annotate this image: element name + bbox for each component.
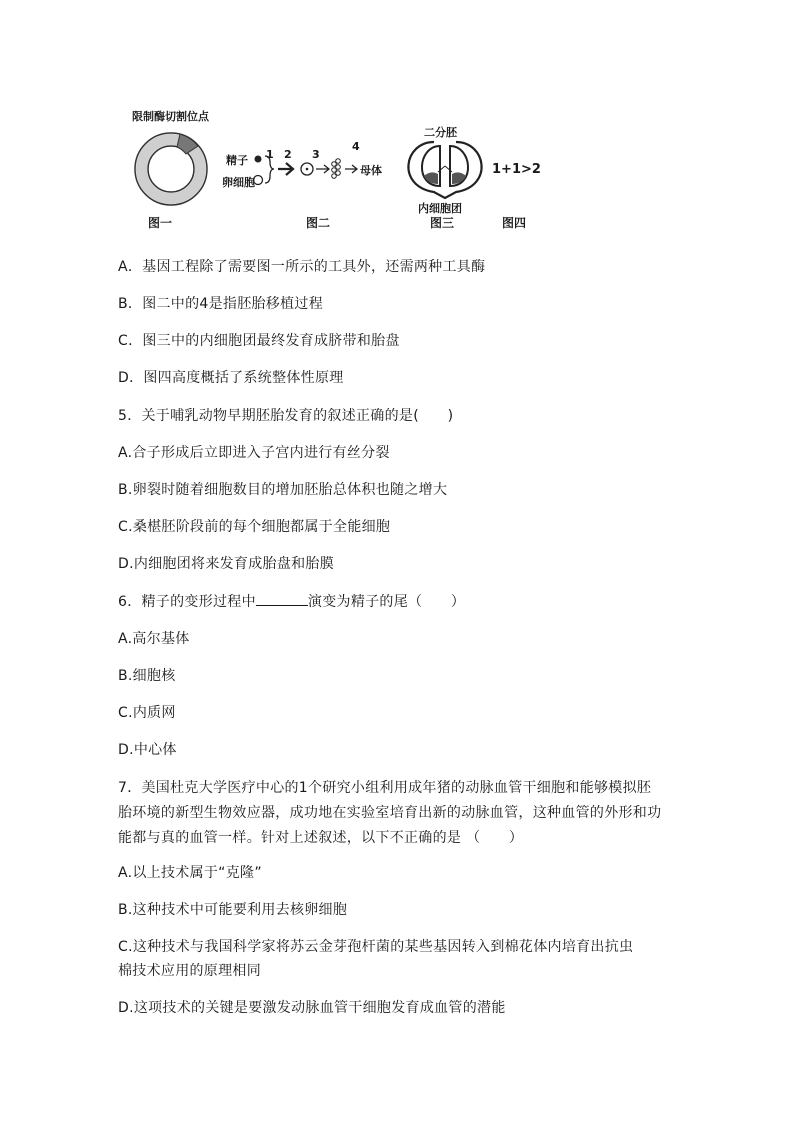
fig2-step-3: 3 [312, 148, 320, 161]
fig3-bottom-label: 内细胞团 [418, 202, 462, 215]
q5-option-c: C.桑椹胚阶段前的每个细胞都属于全能细胞 [118, 519, 391, 535]
answer-blank [256, 591, 308, 606]
q4-option-a: A．基因工程除了需要图一所示的工具外，还需两种工具酶 [118, 259, 486, 275]
fig2-sperm-label: 精子 [226, 154, 248, 167]
q7-option-b: B.这种技术中可能要利用去核卵细胞 [118, 902, 348, 918]
q6-stem-before: 6．精子的变形过程中 [118, 594, 256, 610]
q6-stem-after: 演变为精子的尾（ ） [307, 594, 466, 610]
q4-option-c: C．图三中的内细胞团最终发育成脐带和胎盘 [118, 333, 400, 349]
fig2-step-4: 4 [352, 140, 360, 153]
q7-option-c-line-2: 棉技术应用的原理相同 [118, 963, 261, 979]
fig2-caption: 图二 [306, 216, 331, 230]
fig2-mother-label: 母体 [360, 164, 382, 177]
fig2-egg-label: 卵细胞 [222, 176, 255, 189]
q4-option-b: B．图二中的4是指胚胎移植过程 [118, 296, 324, 312]
q5-option-a: A.合子形成后立即进入子宫内进行有丝分裂 [118, 445, 390, 461]
q5-option-d: D.内细胞团将来发育成胎盘和胎膜 [118, 556, 335, 572]
figure-panel [118, 100, 558, 235]
q6-option-a: A.高尔基体 [118, 631, 190, 647]
q5-stem: 5．关于哺乳动物早期胚胎发育的叙述正确的是( ) [118, 408, 454, 424]
fig1-label: 限制酶切割位点 [132, 110, 209, 123]
fig3-top-label: 二分胚 [424, 126, 457, 139]
fig1-caption: 图一 [148, 216, 173, 230]
fig4-caption: 图四 [502, 216, 527, 230]
q6-option-b: B.细胞核 [118, 668, 176, 684]
q7-option-c-line-1: C.这种技术与我国科学家将苏云金芽孢杆菌的某些基因转入到棉花体内培育出抗虫 [118, 939, 634, 955]
q6-option-c: C.内质网 [118, 705, 176, 721]
q4-option-d: D．图四高度概括了系统整体性原理 [118, 370, 344, 386]
q7-option-d: D.这项技术的关键是要激发动脉血管干细胞发育成血管的潜能 [118, 1000, 506, 1016]
plasmid-ring-diagram [128, 126, 214, 212]
fig3-caption: 图三 [430, 216, 455, 230]
q7-stem-line-3: 能都与真的血管一样。针对上述叙述，以下不正确的是 （ ） [118, 830, 524, 846]
fig2-step-2: 2 [284, 148, 292, 161]
fig2-step-1: 1 [266, 148, 274, 161]
q7-option-a: A.以上技术属于“克隆” [118, 865, 262, 881]
q7-stem-line-2: 胎环境的新型生物效应器，成功地在实验室培育出新的动脉血管，这种血管的外形和功 [118, 805, 662, 821]
embryo-splitting-diagram [400, 138, 490, 200]
q5-option-b: B.卵裂时随着细胞数目的增加胚胎总体积也随之增大 [118, 482, 448, 498]
q6-stem [118, 590, 465, 614]
q7-stem-line-1: 7．美国杜克大学医疗中心的1个研究小组利用成年猪的动脉血管干细胞和能够模拟胚 [118, 780, 652, 796]
fig4-text: 1+1>2 [492, 162, 541, 177]
q6-option-d: D.中心体 [118, 742, 177, 758]
